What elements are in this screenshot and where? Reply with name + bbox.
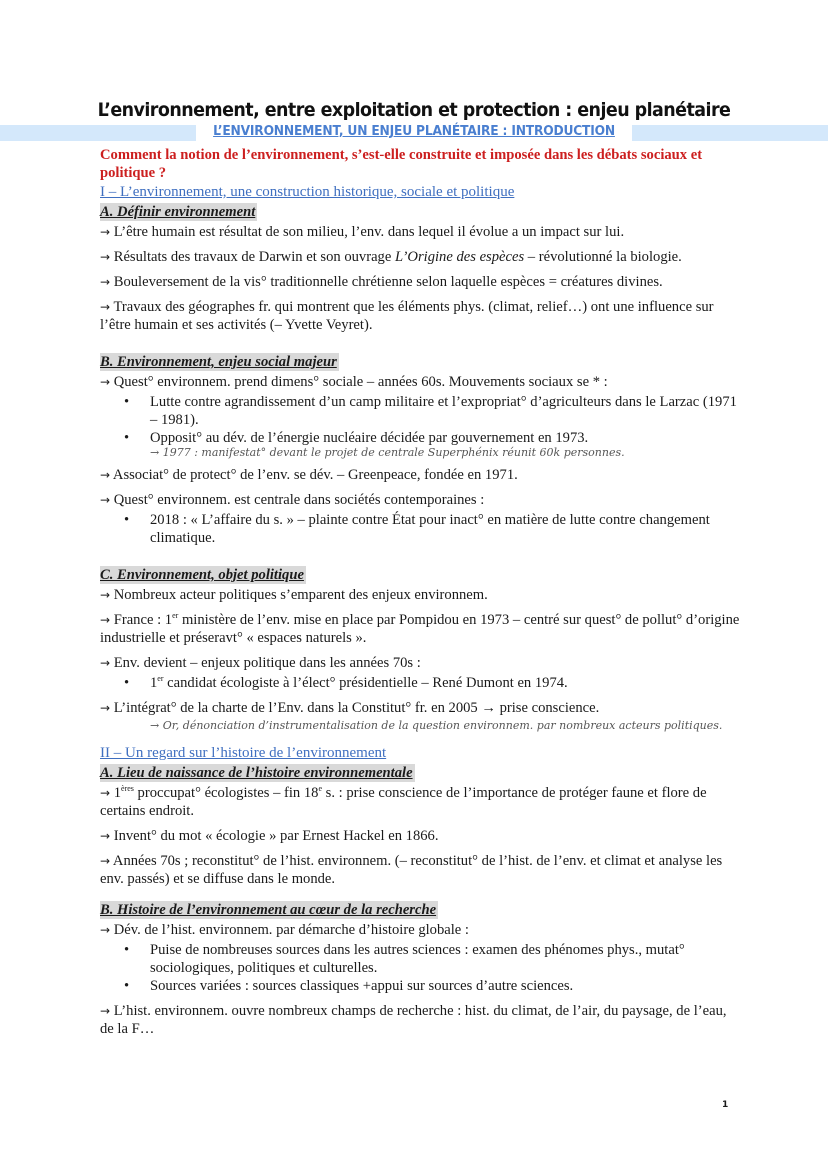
- arrow-icon: →: [100, 588, 111, 602]
- section-heading-1a: A. Définir environnement: [100, 204, 256, 220]
- book-title: L’Origine des espèces: [394, 249, 525, 265]
- sub-bullet: • Puise de nombreuses sources dans les autres sciences : examen des phénomes phys., mutat° sociologiques, politiques et culturelles.: [150, 941, 740, 977]
- bullet-line: → Bouleversement de la vis° traditionnelle chrétienne selon laquelle espèces = créatures divines.: [100, 274, 663, 290]
- section-heading-2b: B. Histoire de l’environnement au cœur de la recherche: [100, 902, 437, 918]
- arrow-icon: →: [100, 493, 111, 507]
- sub-bullet: • Opposit° au dév. de l’énergie nucléaire décidée par gouvernement en 1973. → 1977 : manifestat° devant le projet de centrale Superphénix réunit 60k personnes.: [150, 429, 740, 459]
- sub-bullet: • Lutte contre agrandissement d’un camp militaire et l’expropriat° d’agriculteurs dans le Larzac (1971 – 1981).: [150, 393, 740, 429]
- problem-question: Comment la notion de l’environnement, s’est-elle construite et imposée dans les débats sociaux et politique ?: [100, 147, 703, 181]
- arrow-icon: →: [100, 613, 111, 627]
- bullet-line: → Invent° du mot « écologie » par Ernest Hackel en 1866.: [100, 828, 439, 844]
- bullet-line: → Env. devient – enjeux politique dans les années 70s :: [100, 655, 421, 671]
- chapter-subtitle: L’ENVIRONNEMENT, UN ENJEU PLANÉTAIRE : INTRODUCTION: [213, 124, 615, 139]
- bullet-line: → Quest° environnem. est centrale dans sociétés contemporaines :: [100, 492, 485, 508]
- arrow-icon: →: [100, 786, 111, 800]
- arrow-icon: →: [100, 656, 111, 670]
- handwritten-note: → 1977 : manifestat° devant le projet de centrale Superphénix réunit 60k personnes.: [150, 446, 625, 459]
- part-heading-1: I – L’environnement, une construction historique, sociale et politique: [100, 184, 515, 200]
- bullet-line: → Dév. de l’hist. environnem. par démarche d’histoire globale :: [100, 922, 469, 938]
- sub-bullet: • 2018 : « L’affaire du s. » – plainte contre État pour inact° en matière de lutte contre changement climatique.: [150, 511, 740, 547]
- arrow-icon: →: [100, 1004, 111, 1018]
- arrow-icon: →: [100, 225, 111, 239]
- arrow-icon: →: [100, 300, 111, 314]
- bullet-line: → Associat° de protect° de l’env. se dév. – Greenpeace, fondée en 1971.: [100, 467, 518, 483]
- subtitle-band-left: [0, 125, 196, 141]
- sub-bullet-list: [100, 511, 740, 547]
- section-heading-1b: B. Environnement, enjeu social majeur: [100, 354, 337, 370]
- bullet-line: → France : 1er ministère de l’env. mise en place par Pompidou en 1973 – centré sur quest° de pollut° d’origine industrielle et préseravt° « espaces naturels ».: [100, 611, 740, 646]
- sub-bullet: • 1er candidat écologiste à l’élect° présidentielle – René Dumont en 1974.: [150, 674, 740, 692]
- sub-bullet-list: [100, 941, 740, 995]
- arrow-icon: →: [100, 250, 111, 264]
- arrow-icon: →: [100, 375, 111, 389]
- sub-bullet-list: [100, 674, 740, 692]
- arrow-icon: →: [100, 829, 111, 843]
- bullet-line: → L’hist. environnem. ouvre nombreux champs de recherche : hist. du climat, de l’air, du paysage, de l’eau, de la F…: [100, 1003, 727, 1037]
- part-heading-2: II – Un regard sur l’histoire de l’environnement: [100, 745, 387, 761]
- section-heading-2a: A. Lieu de naissance de l’histoire environnementale: [100, 765, 413, 781]
- bullet-line: → Nombreux acteur politiques s’emparent des enjeux environnem.: [100, 587, 488, 603]
- bullet-line: → Résultats des travaux de Darwin et son ouvrage L’Origine des espèces – révolutionné la biologie.: [100, 249, 682, 265]
- arrow-icon: →: [100, 701, 111, 715]
- section-heading-1c: C. Environnement, objet politique: [100, 567, 304, 583]
- document-title: L’environnement, entre exploitation et protection : enjeu planétaire: [97, 99, 731, 121]
- page-number: 1: [722, 1100, 729, 1110]
- document-body: [100, 146, 740, 1045]
- bullet-line: → Travaux des géographes fr. qui montrent que les éléments phys. (climat, relief…) ont une influence sur l’être humain et ses activités (– Yvette Veyret).: [100, 299, 714, 333]
- arrow-icon: →: [100, 854, 111, 868]
- bullet-line: → Quest° environnem. prend dimens° sociale – années 60s. Mouvements sociaux se * :: [100, 374, 608, 390]
- bullet-line: → L’intégrat° de la charte de l’Env. dans la Constitut° fr. en 2005 → prise conscience.: [100, 700, 600, 716]
- arrow-icon: →: [100, 468, 111, 482]
- arrow-icon: →: [100, 923, 111, 937]
- sub-bullet: • Sources variées : sources classiques +appui sur sources d’autre sciences.: [150, 977, 740, 995]
- bullet-line: → L’être humain est résultat de son milieu, l’env. dans lequel il évolue a un impact sur lui.: [100, 224, 625, 240]
- subtitle-band-right: [632, 125, 828, 141]
- bullet-line: → 1ères proccupat° écologistes – fin 18e s. : prise conscience de l’importance de protéger faune et flore de certains endroit.: [100, 784, 707, 819]
- bullet-line: → Années 70s ; reconstitut° de l’hist. environnem. (– reconstitut° de l’hist. de l’env. et climat et analyse les env. passés) et se diffuse dans le monde.: [100, 853, 723, 887]
- handwritten-note: → Or, dénonciation d’instrumentalisation de la question environnem. par nombreux acteurs politiques.: [150, 719, 723, 732]
- arrow-icon: →: [100, 275, 111, 289]
- sub-bullet-list: [100, 393, 740, 459]
